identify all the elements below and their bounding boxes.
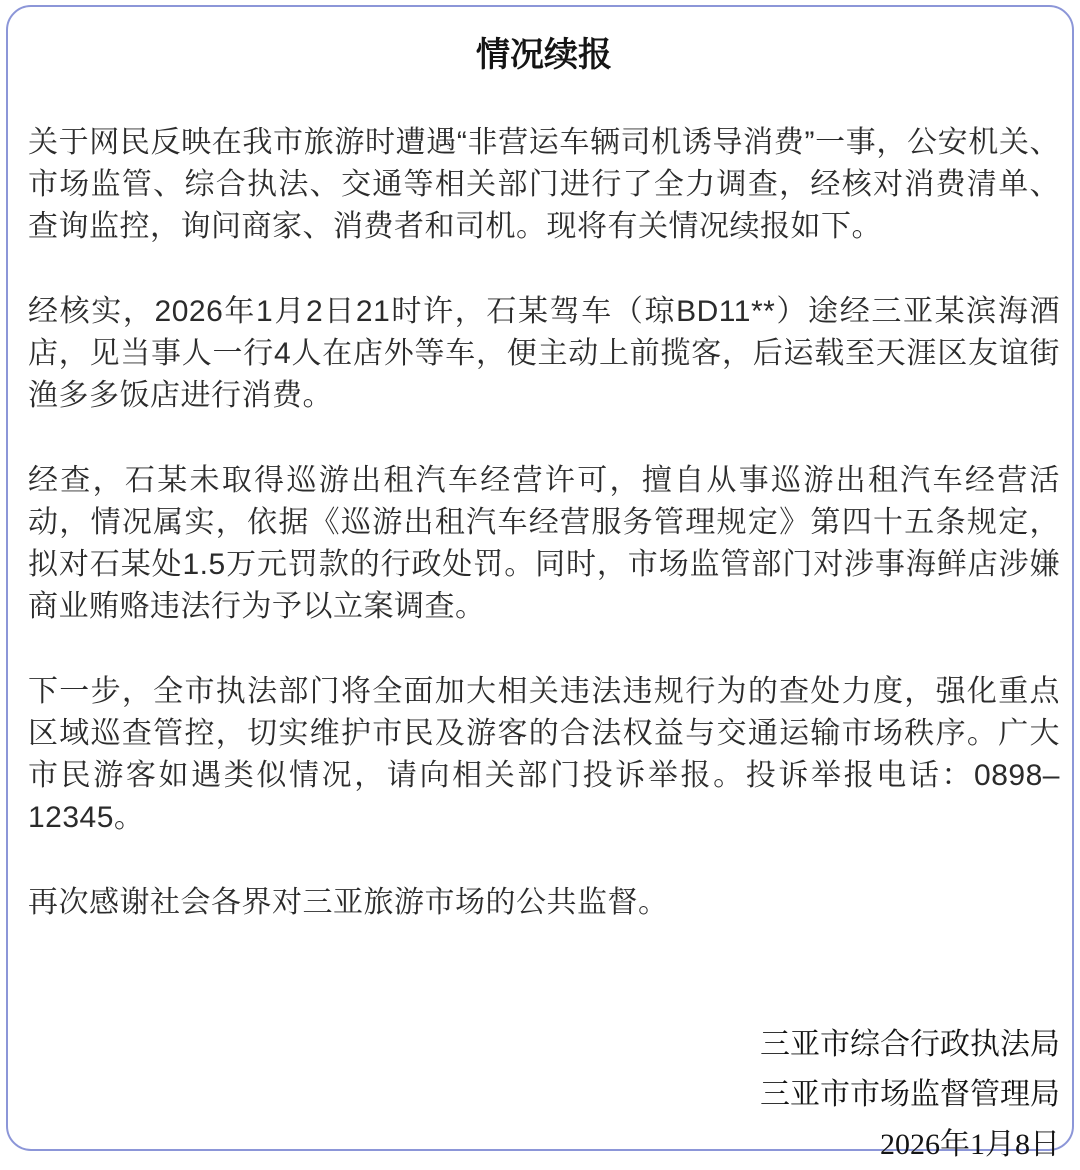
signature-org-2: 三亚市市场监督管理局 xyxy=(760,1078,1060,1111)
signature-date: 2026年1月8日 xyxy=(880,1128,1060,1161)
signature-org-1: 三亚市综合行政执法局 xyxy=(760,1028,1060,1061)
notice-paragraph-next-steps: 下一步，全市执法部门将全面加大相关违法违规行为的查处力度，强化重点区域巡查管控，切实维护市民及游客的合法权益与交通运输市场秩序。广大市民游客如遇类似情况，请向相关部门投诉举报。投诉举报电话：0898–12345。 xyxy=(28,675,1060,834)
notice-card xyxy=(6,5,1074,1161)
notice-paragraph-penalty: 经查，石某未取得巡游出租汽车经营许可，擅自从事巡游出租汽车经营活动，情况属实，依据《巡游出租汽车经营服务管理规定》第四十五条规定，拟对石某处1.5万元罚款的行政处罚。同时，市场监管部门对涉事海鲜店涉嫌商业贿赂违法行为予以立案调查。 xyxy=(28,464,1060,623)
notice-paragraph-incident: 经核实，2026年1月2日21时许，石某驾车（琼BD11**）途经三亚某滨海酒店，见当事人一行4人在店外等车，便主动上前揽客，后运载至天涯区友谊街渔多多饭店进行消费。 xyxy=(28,295,1060,412)
notice-paragraph-thanks: 再次感谢社会各界对三亚旅游市场的公共监督。 xyxy=(28,886,669,919)
notice-title: 情况续报 xyxy=(476,37,612,74)
signature-block xyxy=(28,1020,1060,1170)
notice-paragraph-intro: 关于网民反映在我市旅游时遭遇“非营运车辆司机诱导消费”一事，公安机关、市场监管、综合执法、交通等相关部门进行了全力调查，经核对消费清单、查询监控，询问商家、消费者和司机。现将有关情况续报如下。 xyxy=(28,126,1060,243)
